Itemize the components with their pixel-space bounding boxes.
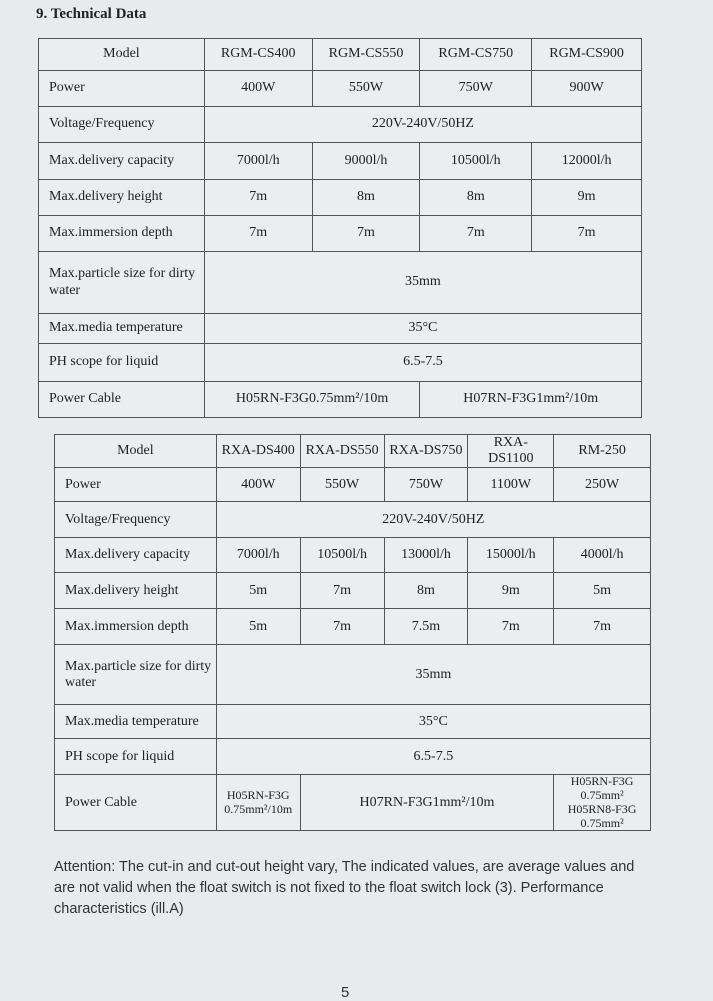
- cell-value: 8m: [420, 180, 532, 216]
- cell-value: 10500l/h: [300, 538, 384, 573]
- table-row: [55, 573, 651, 609]
- cell-value: 220V-240V/50HZ: [204, 107, 641, 143]
- model-label: Model: [39, 39, 205, 71]
- cell-value: H07RN-F3G1mm²/10m: [420, 382, 642, 418]
- model-name: RM-250: [554, 435, 651, 468]
- table-row: [39, 344, 642, 382]
- row-label: Max.media temperature: [55, 705, 217, 739]
- model-name: RXA-DS550: [300, 435, 384, 468]
- cell-value: 6.5-7.5: [204, 344, 641, 382]
- cell-value: 7m: [300, 573, 384, 609]
- table-row: [39, 252, 642, 314]
- cell-value: 900W: [532, 71, 642, 107]
- table-row: [55, 435, 651, 468]
- cell-value: 750W: [420, 71, 532, 107]
- row-label: Max.delivery capacity: [55, 538, 217, 573]
- table-row: [39, 382, 642, 418]
- table-row: [39, 107, 642, 143]
- cable-text-line: 0.75mm²: [580, 815, 624, 830]
- row-label: Power Cable: [39, 382, 205, 418]
- cell-value: 9m: [532, 180, 642, 216]
- section-heading: 9. Technical Data: [36, 6, 147, 22]
- cell-value: 7m: [300, 609, 384, 645]
- row-label: Max.immersion depth: [39, 216, 205, 252]
- row-label: Power Cable: [55, 775, 217, 831]
- table-row: [55, 502, 651, 538]
- cell-value: 9000l/h: [312, 143, 420, 180]
- model-label: Model: [55, 435, 217, 468]
- table-row: [39, 314, 642, 344]
- row-label: Max.delivery height: [55, 573, 217, 609]
- cell-value: 7m: [312, 216, 420, 252]
- cell-value: H05RN-F3G0.75mm²/10m: [204, 382, 420, 418]
- cell-value: 5m: [216, 609, 300, 645]
- cable-text-line: H05RN8-F3G: [567, 801, 637, 816]
- cell-value: [554, 775, 651, 831]
- cell-value: 13000l/h: [384, 538, 468, 573]
- cell-value: 9m: [468, 573, 554, 609]
- table-row: [55, 705, 651, 739]
- cell-value: 7.5m: [384, 609, 468, 645]
- attention-note: Attention: The cut-in and cut-out height vary, The indicated values, are average values and are not valid when the float switch is not fixed to the float switch lock (3). Performance characteristics (ill.A): [54, 859, 635, 917]
- model-name: RGM-CS550: [312, 39, 420, 71]
- spec-table-rgm: [38, 38, 642, 418]
- cell-value: 7m: [532, 216, 642, 252]
- table-row: [39, 180, 642, 216]
- cell-value: 750W: [384, 468, 468, 502]
- table-row: [55, 538, 651, 573]
- cell-value: 15000l/h: [468, 538, 554, 573]
- table-row: [55, 645, 651, 705]
- row-label: PH scope for liquid: [55, 739, 217, 775]
- row-label: Max.particle size for dirty water: [55, 645, 217, 705]
- model-name: RXA-DS400: [216, 435, 300, 468]
- cell-value: 550W: [312, 71, 420, 107]
- cell-value: 7m: [204, 216, 312, 252]
- cell-value: 1100W: [468, 468, 554, 502]
- cell-value: 250W: [554, 468, 651, 502]
- cable-text-line: H05RN-F3G: [570, 774, 634, 789]
- cell-value: 35°C: [204, 314, 641, 344]
- row-label: Power: [55, 468, 217, 502]
- table-row: [55, 609, 651, 645]
- row-label: Max.immersion depth: [55, 609, 217, 645]
- row-label: Max.media temperature: [39, 314, 205, 344]
- row-label: Max.delivery capacity: [39, 143, 205, 180]
- table-row: [55, 468, 651, 502]
- cell-value: 550W: [300, 468, 384, 502]
- cell-value: 35mm: [216, 645, 650, 705]
- cell-value: 8m: [384, 573, 468, 609]
- table-row: [39, 39, 642, 71]
- cell-value: 5m: [216, 573, 300, 609]
- table-row: [55, 739, 651, 775]
- cell-value: 400W: [216, 468, 300, 502]
- cable-text-line: H05RN-F3G: [226, 787, 290, 802]
- model-name: RGM-CS900: [532, 39, 642, 71]
- page-number: 5: [341, 984, 350, 1001]
- table-row: [39, 143, 642, 180]
- cell-value: 7000l/h: [204, 143, 312, 180]
- cell-value: 35mm: [204, 252, 641, 314]
- row-label: Max.particle size for dirty water: [39, 252, 205, 314]
- row-label: Voltage/Frequency: [39, 107, 205, 143]
- cell-value: 8m: [312, 180, 420, 216]
- row-label: Max.delivery height: [39, 180, 205, 216]
- row-label: Power: [39, 71, 205, 107]
- cell-value: 4000l/h: [554, 538, 651, 573]
- model-name: RGM-CS750: [420, 39, 532, 71]
- model-name: RXA-DS750: [384, 435, 468, 468]
- table-row: [39, 71, 642, 107]
- spec-table-rxa: [54, 434, 651, 831]
- cell-value: 400W: [204, 71, 312, 107]
- cell-value: 220V-240V/50HZ: [216, 502, 650, 538]
- model-name: RGM-CS400: [204, 39, 312, 71]
- cable-text-line: 0.75mm²: [580, 787, 624, 802]
- cell-value: 7m: [204, 180, 312, 216]
- cell-value: 6.5-7.5: [216, 739, 650, 775]
- table-row: [55, 775, 651, 831]
- cell-value: 10500l/h: [420, 143, 532, 180]
- cell-value: H07RN-F3G1mm²/10m: [300, 775, 554, 831]
- model-name: RXA-DS1100: [468, 435, 554, 468]
- cell-value: [216, 775, 300, 831]
- cell-value: 12000l/h: [532, 143, 642, 180]
- cell-value: 7m: [554, 609, 651, 645]
- cell-value: 5m: [554, 573, 651, 609]
- cable-text-line: 0.75mm²/10m: [224, 801, 293, 816]
- cell-value: 7000l/h: [216, 538, 300, 573]
- cell-value: 35°C: [216, 705, 650, 739]
- row-label: PH scope for liquid: [39, 344, 205, 382]
- table-row: [39, 216, 642, 252]
- cell-value: 7m: [420, 216, 532, 252]
- cell-value: 7m: [468, 609, 554, 645]
- row-label: Voltage/Frequency: [55, 502, 217, 538]
